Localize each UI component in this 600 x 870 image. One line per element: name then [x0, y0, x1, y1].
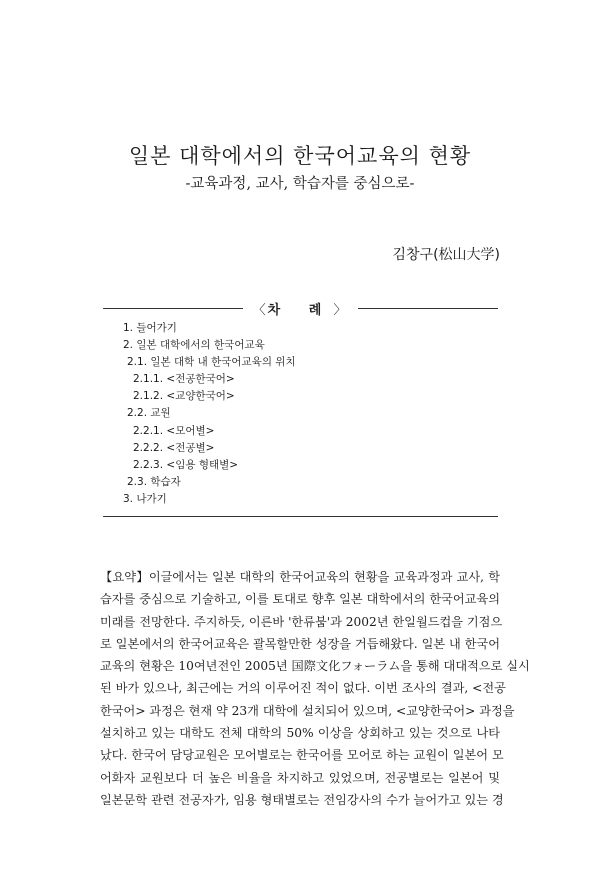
paper-subtitle: -교육과정, 교사, 학습자를 중심으로- [185, 176, 415, 192]
toc-item: 2.2. 교원 [127, 407, 171, 420]
toc-heading-text: 차 례 [267, 303, 334, 318]
toc-item: 2.1.2. <교양한국어> [133, 390, 235, 403]
toc-item: 2.2.3. <임용 형태별> [133, 458, 239, 471]
abstract-line: 미래를 전망한다. 주지하듯, 이른바 '한류붐'과 2002년 한일월드컵을 기점으 [100, 614, 503, 629]
author-affiliation: 김창구(松山大学) [392, 247, 500, 263]
toc-item: 2.2.2. <전공별> [133, 441, 215, 454]
abstract-line: 된 바가 있으나, 최근에는 거의 이루어진 적이 없다. 이번 조사의 결과, <전공 [100, 681, 506, 696]
toc-item: 2.3. 학습자 [127, 475, 181, 488]
toc-item: 2.2.1. <모어별> [133, 424, 215, 437]
toc-item: 2. 일본 대학에서의 한국어교육 [123, 339, 265, 352]
toc-item: 1. 들어가기 [123, 322, 177, 334]
abstract-line: 났다. 한국어 담당교원은 모어별로는 한국어를 모어로 하는 교원이 일본어 모 [100, 748, 504, 763]
toc-heading-close-bracket: 〉 [333, 303, 349, 318]
toc-heading-rule-left [103, 308, 243, 309]
toc-bottom-rule [103, 516, 498, 517]
toc-heading-rule-right [358, 308, 498, 309]
abstract-line: 【요약】이글에서는 일본 대학의 한국어교육의 현황을 교육과정과 교사, 학 [100, 570, 500, 584]
toc-heading-label [243, 299, 359, 318]
abstract-line: 습자를 중심으로 기술하고, 이를 토대로 향후 일본 대학에서의 한국어교육의 [100, 592, 500, 607]
toc-heading [103, 299, 498, 318]
abstract-line: 교육의 현황은 10여년전인 2005년 国際文化フォーラム을 통해 대대적으로 실시 [100, 659, 530, 674]
table-of-contents [103, 320, 498, 508]
abstract-line: 한국어> 과정은 현재 약 23개 대학에 설치되어 있으며, <교양한국어> 과정을 [100, 703, 515, 718]
toc-heading-open-bracket: 〈 [252, 303, 268, 318]
abstract [100, 566, 530, 811]
toc-item: 2.1.1. <전공한국어> [133, 373, 235, 386]
paper-title: 일본 대학에서의 한국어교육의 현황 [128, 144, 472, 168]
toc-item: 2.1. 일본 대학 내 한국어교육의 위치 [127, 356, 296, 369]
abstract-line: 로 일본에서의 한국어교육은 괄목할만한 성장을 거듭해왔다. 일본 내 한국어 [100, 636, 500, 651]
abstract-line: 일본문학 관련 전공자가, 임용 형태별로는 전임강사의 수가 늘어가고 있는 경 [100, 792, 504, 807]
abstract-line: 어화자 교원보다 더 높은 비율을 차지하고 있었으며, 전공별로는 일본어 및 [100, 770, 500, 785]
abstract-line: 설치하고 있는 대학도 전체 대학의 50% 이상을 상회하고 있는 것으로 나타 [100, 726, 500, 741]
toc-item: 3. 나가기 [123, 492, 167, 505]
